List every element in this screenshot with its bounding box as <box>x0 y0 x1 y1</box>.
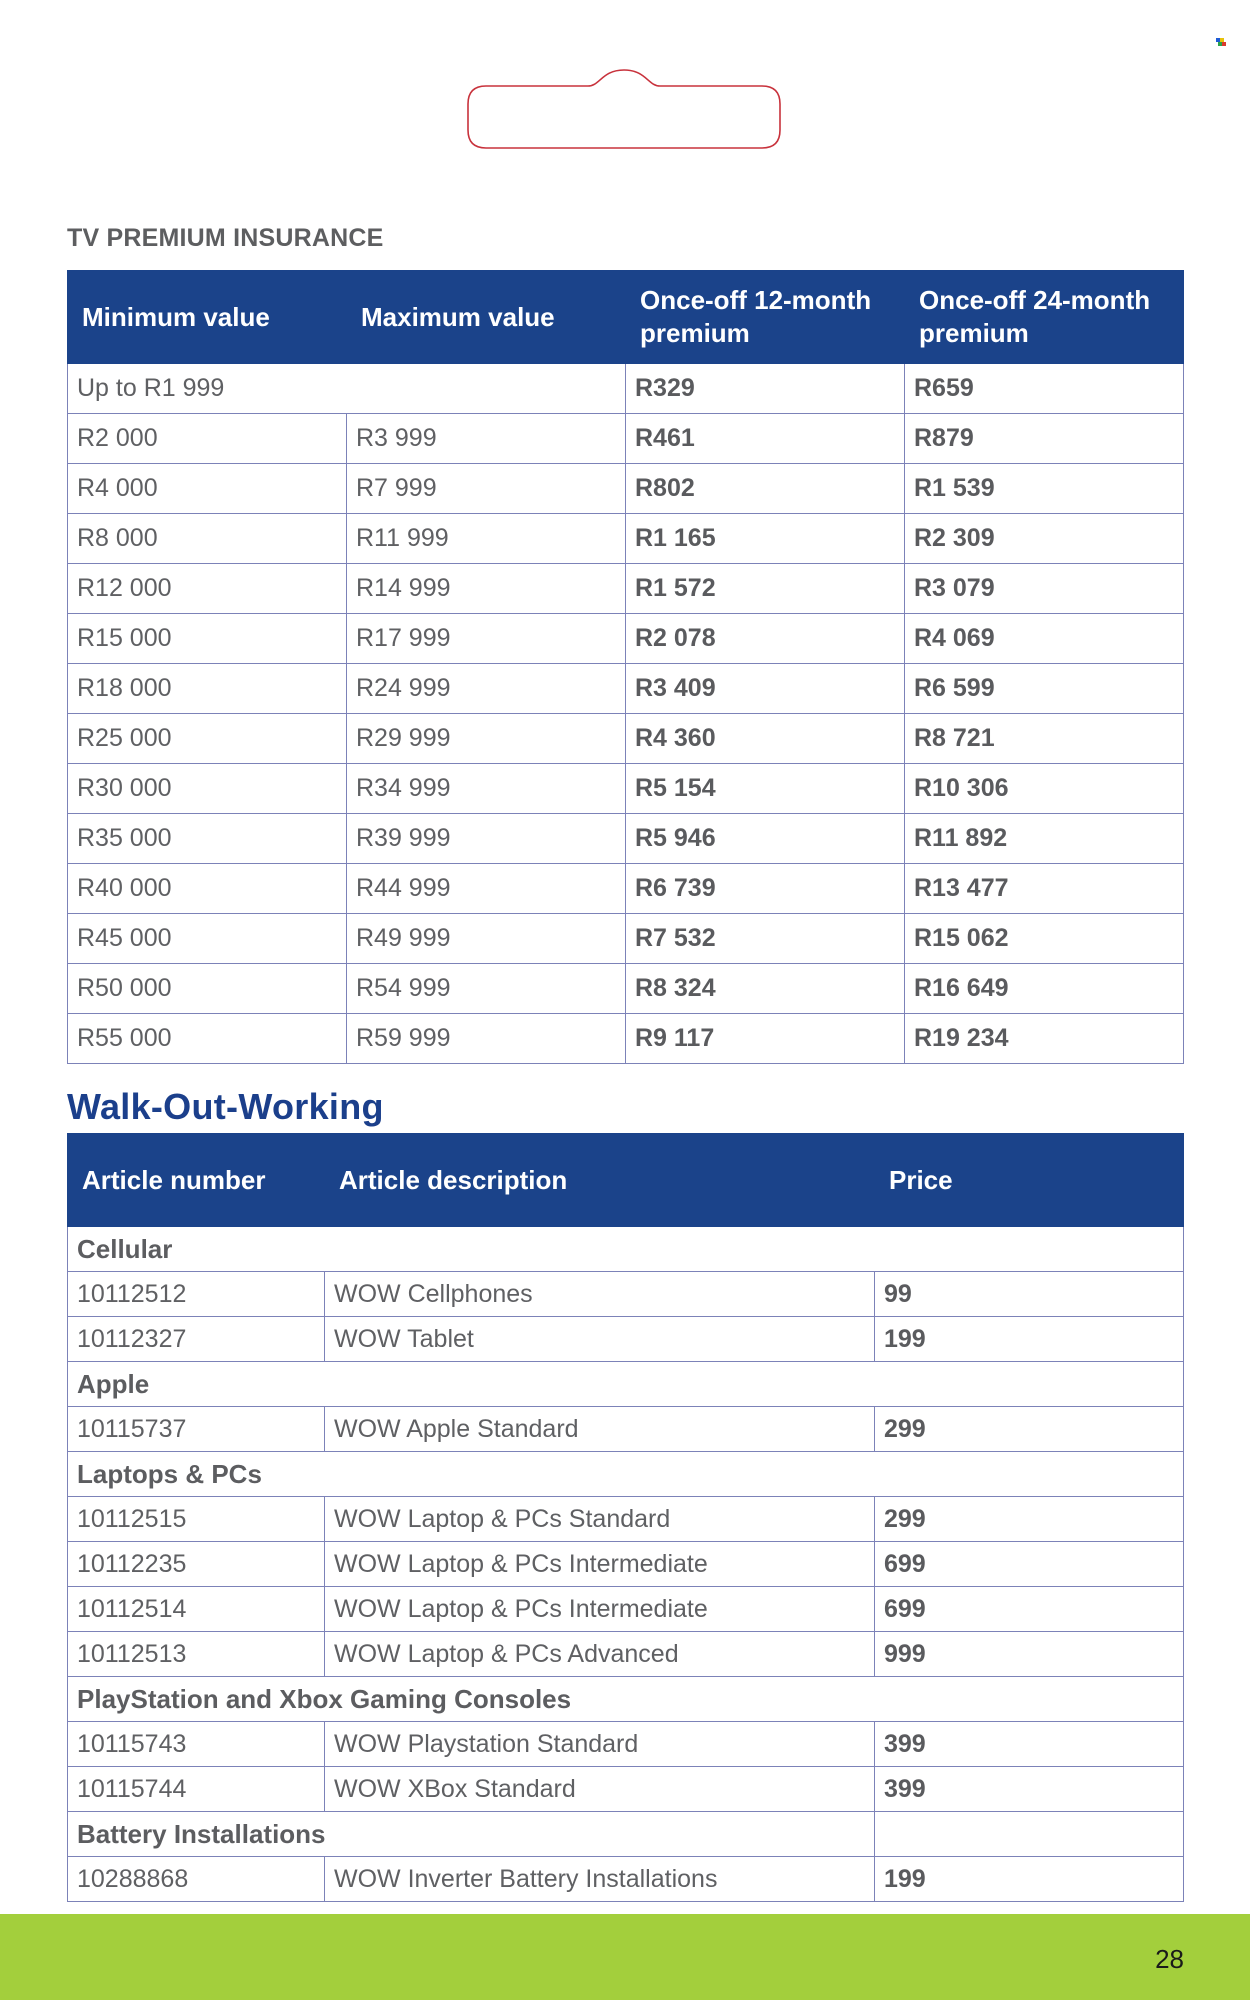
table-row <box>68 664 1184 714</box>
min-value-cell: R4 000 <box>68 464 347 514</box>
table-row <box>68 1632 1184 1677</box>
max-value-cell: R17 999 <box>347 614 626 664</box>
corner-color-dots-icon <box>1216 38 1228 48</box>
col-price: Price <box>875 1134 1184 1227</box>
col-12-month-premium: Once-off 12-month premium <box>626 271 905 364</box>
category-label: PlayStation and Xbox Gaming Consoles <box>68 1677 1184 1722</box>
max-value-cell: R44 999 <box>347 864 626 914</box>
category-row <box>68 1452 1184 1497</box>
table-row <box>68 914 1184 964</box>
premium-24-cell: R16 649 <box>905 964 1184 1014</box>
table-row <box>68 714 1184 764</box>
premium-12-cell: R1 572 <box>626 564 905 614</box>
table-row <box>68 1587 1184 1632</box>
article-description-cell: WOW Laptop & PCs Intermediate <box>325 1542 875 1587</box>
table-row <box>68 1407 1184 1452</box>
price-cell: 699 <box>875 1542 1184 1587</box>
category-label: Battery Installations <box>68 1812 875 1857</box>
table-row <box>68 1014 1184 1064</box>
max-value-cell: R3 999 <box>347 414 626 464</box>
wow-table <box>67 1133 1184 1902</box>
article-description-cell: WOW Playstation Standard <box>325 1722 875 1767</box>
tv-table-header-row <box>68 271 1184 364</box>
premium-24-cell: R19 234 <box>905 1014 1184 1064</box>
max-value-cell: R14 999 <box>347 564 626 614</box>
tv-insurance-table <box>67 270 1184 1064</box>
table-row <box>68 1857 1184 1902</box>
min-value-cell: R55 000 <box>68 1014 347 1064</box>
col-article-description: Article description <box>325 1134 875 1227</box>
min-value-cell: R25 000 <box>68 714 347 764</box>
max-value-cell: R29 999 <box>347 714 626 764</box>
empty-cell <box>875 1812 1184 1857</box>
min-value-cell: R8 000 <box>68 514 347 564</box>
min-value-cell: R15 000 <box>68 614 347 664</box>
table-row <box>68 364 1184 414</box>
premium-12-cell: R6 739 <box>626 864 905 914</box>
article-number-cell: 10115743 <box>68 1722 325 1767</box>
article-number-cell: 10115744 <box>68 1767 325 1812</box>
min-value-cell: R30 000 <box>68 764 347 814</box>
article-number-cell: 10112513 <box>68 1632 325 1677</box>
premium-24-cell: R4 069 <box>905 614 1184 664</box>
price-cell: 299 <box>875 1407 1184 1452</box>
wow-table-body <box>68 1227 1184 1902</box>
article-description-cell: WOW Laptop & PCs Intermediate <box>325 1587 875 1632</box>
table-row <box>68 814 1184 864</box>
article-number-cell: 10112327 <box>68 1317 325 1362</box>
price-cell: 399 <box>875 1722 1184 1767</box>
col-24-month-premium: Once-off 24-month premium <box>905 271 1184 364</box>
max-value-cell: R49 999 <box>347 914 626 964</box>
premium-24-cell: R13 477 <box>905 864 1184 914</box>
min-value-cell: R12 000 <box>68 564 347 614</box>
premium-24-cell: R6 599 <box>905 664 1184 714</box>
premium-12-cell: R802 <box>626 464 905 514</box>
max-value-cell: R24 999 <box>347 664 626 714</box>
category-label: Laptops & PCs <box>68 1452 1184 1497</box>
max-value-cell: R11 999 <box>347 514 626 564</box>
table-row <box>68 1722 1184 1767</box>
col-minimum-value: Minimum value <box>68 271 347 364</box>
wow-table-header-row <box>68 1134 1184 1227</box>
min-value-cell: R2 000 <box>68 414 347 464</box>
premium-12-cell: R5 946 <box>626 814 905 864</box>
premium-12-cell: R461 <box>626 414 905 464</box>
article-number-cell: 10288868 <box>68 1857 325 1902</box>
article-number-cell: 10112235 <box>68 1542 325 1587</box>
premium-12-cell: R3 409 <box>626 664 905 714</box>
premium-12-cell: R2 078 <box>626 614 905 664</box>
min-value-cell: R40 000 <box>68 864 347 914</box>
premium-24-cell: R8 721 <box>905 714 1184 764</box>
min-value-cell: R50 000 <box>68 964 347 1014</box>
col-article-number: Article number <box>68 1134 325 1227</box>
article-description-cell: WOW Tablet <box>325 1317 875 1362</box>
premium-24-cell: R659 <box>905 364 1184 414</box>
table-row <box>68 614 1184 664</box>
table-row <box>68 1317 1184 1362</box>
price-cell: 199 <box>875 1857 1184 1902</box>
table-row <box>68 464 1184 514</box>
category-row <box>68 1362 1184 1407</box>
table-row <box>68 1542 1184 1587</box>
article-description-cell: WOW Laptop & PCs Advanced <box>325 1632 875 1677</box>
price-cell: 699 <box>875 1587 1184 1632</box>
premium-12-cell: R7 532 <box>626 914 905 964</box>
table-row <box>68 764 1184 814</box>
range-cell: Up to R1 999 <box>68 364 626 414</box>
max-value-cell: R7 999 <box>347 464 626 514</box>
max-value-cell: R59 999 <box>347 1014 626 1064</box>
article-number-cell: 10112514 <box>68 1587 325 1632</box>
premium-12-cell: R1 165 <box>626 514 905 564</box>
table-row <box>68 864 1184 914</box>
premium-12-cell: R8 324 <box>626 964 905 1014</box>
article-description-cell: WOW XBox Standard <box>325 1767 875 1812</box>
premium-24-cell: R2 309 <box>905 514 1184 564</box>
premium-24-cell: R3 079 <box>905 564 1184 614</box>
premium-12-cell: R9 117 <box>626 1014 905 1064</box>
page-number: 28 <box>1155 1944 1184 1974</box>
table-row <box>68 1767 1184 1812</box>
min-value-cell: R35 000 <box>68 814 347 864</box>
category-row <box>68 1812 1184 1857</box>
tv-table-body <box>68 364 1184 1064</box>
price-cell: 99 <box>875 1272 1184 1317</box>
price-cell: 199 <box>875 1317 1184 1362</box>
article-number-cell: 10112515 <box>68 1497 325 1542</box>
premium-24-cell: R15 062 <box>905 914 1184 964</box>
min-value-cell: R18 000 <box>68 664 347 714</box>
wow-title: Walk-Out-Working <box>67 1086 384 1127</box>
premium-12-cell: R329 <box>626 364 905 414</box>
table-row <box>68 514 1184 564</box>
premium-24-cell: R10 306 <box>905 764 1184 814</box>
article-number-cell: 10112512 <box>68 1272 325 1317</box>
table-row <box>68 414 1184 464</box>
premium-12-cell: R4 360 <box>626 714 905 764</box>
article-number-cell: 10115737 <box>68 1407 325 1452</box>
table-row <box>68 1497 1184 1542</box>
tab-outline-graphic <box>466 66 782 150</box>
col-maximum-value: Maximum value <box>347 271 626 364</box>
table-row <box>68 1272 1184 1317</box>
premium-24-cell: R1 539 <box>905 464 1184 514</box>
premium-24-cell: R879 <box>905 414 1184 464</box>
premium-24-cell: R11 892 <box>905 814 1184 864</box>
premium-12-cell: R5 154 <box>626 764 905 814</box>
price-cell: 299 <box>875 1497 1184 1542</box>
category-label: Cellular <box>68 1227 1184 1272</box>
tv-insurance-title: TV PREMIUM INSURANCE <box>67 224 384 252</box>
article-description-cell: WOW Apple Standard <box>325 1407 875 1452</box>
footer-bar <box>0 1914 1250 2000</box>
article-description-cell: WOW Laptop & PCs Standard <box>325 1497 875 1542</box>
category-row <box>68 1677 1184 1722</box>
price-cell: 999 <box>875 1632 1184 1677</box>
price-cell: 399 <box>875 1767 1184 1812</box>
max-value-cell: R34 999 <box>347 764 626 814</box>
article-description-cell: WOW Cellphones <box>325 1272 875 1317</box>
category-label: Apple <box>68 1362 1184 1407</box>
min-value-cell: R45 000 <box>68 914 347 964</box>
table-row <box>68 964 1184 1014</box>
article-description-cell: WOW Inverter Battery Installations <box>325 1857 875 1902</box>
category-row <box>68 1227 1184 1272</box>
max-value-cell: R54 999 <box>347 964 626 1014</box>
table-row <box>68 564 1184 614</box>
max-value-cell: R39 999 <box>347 814 626 864</box>
